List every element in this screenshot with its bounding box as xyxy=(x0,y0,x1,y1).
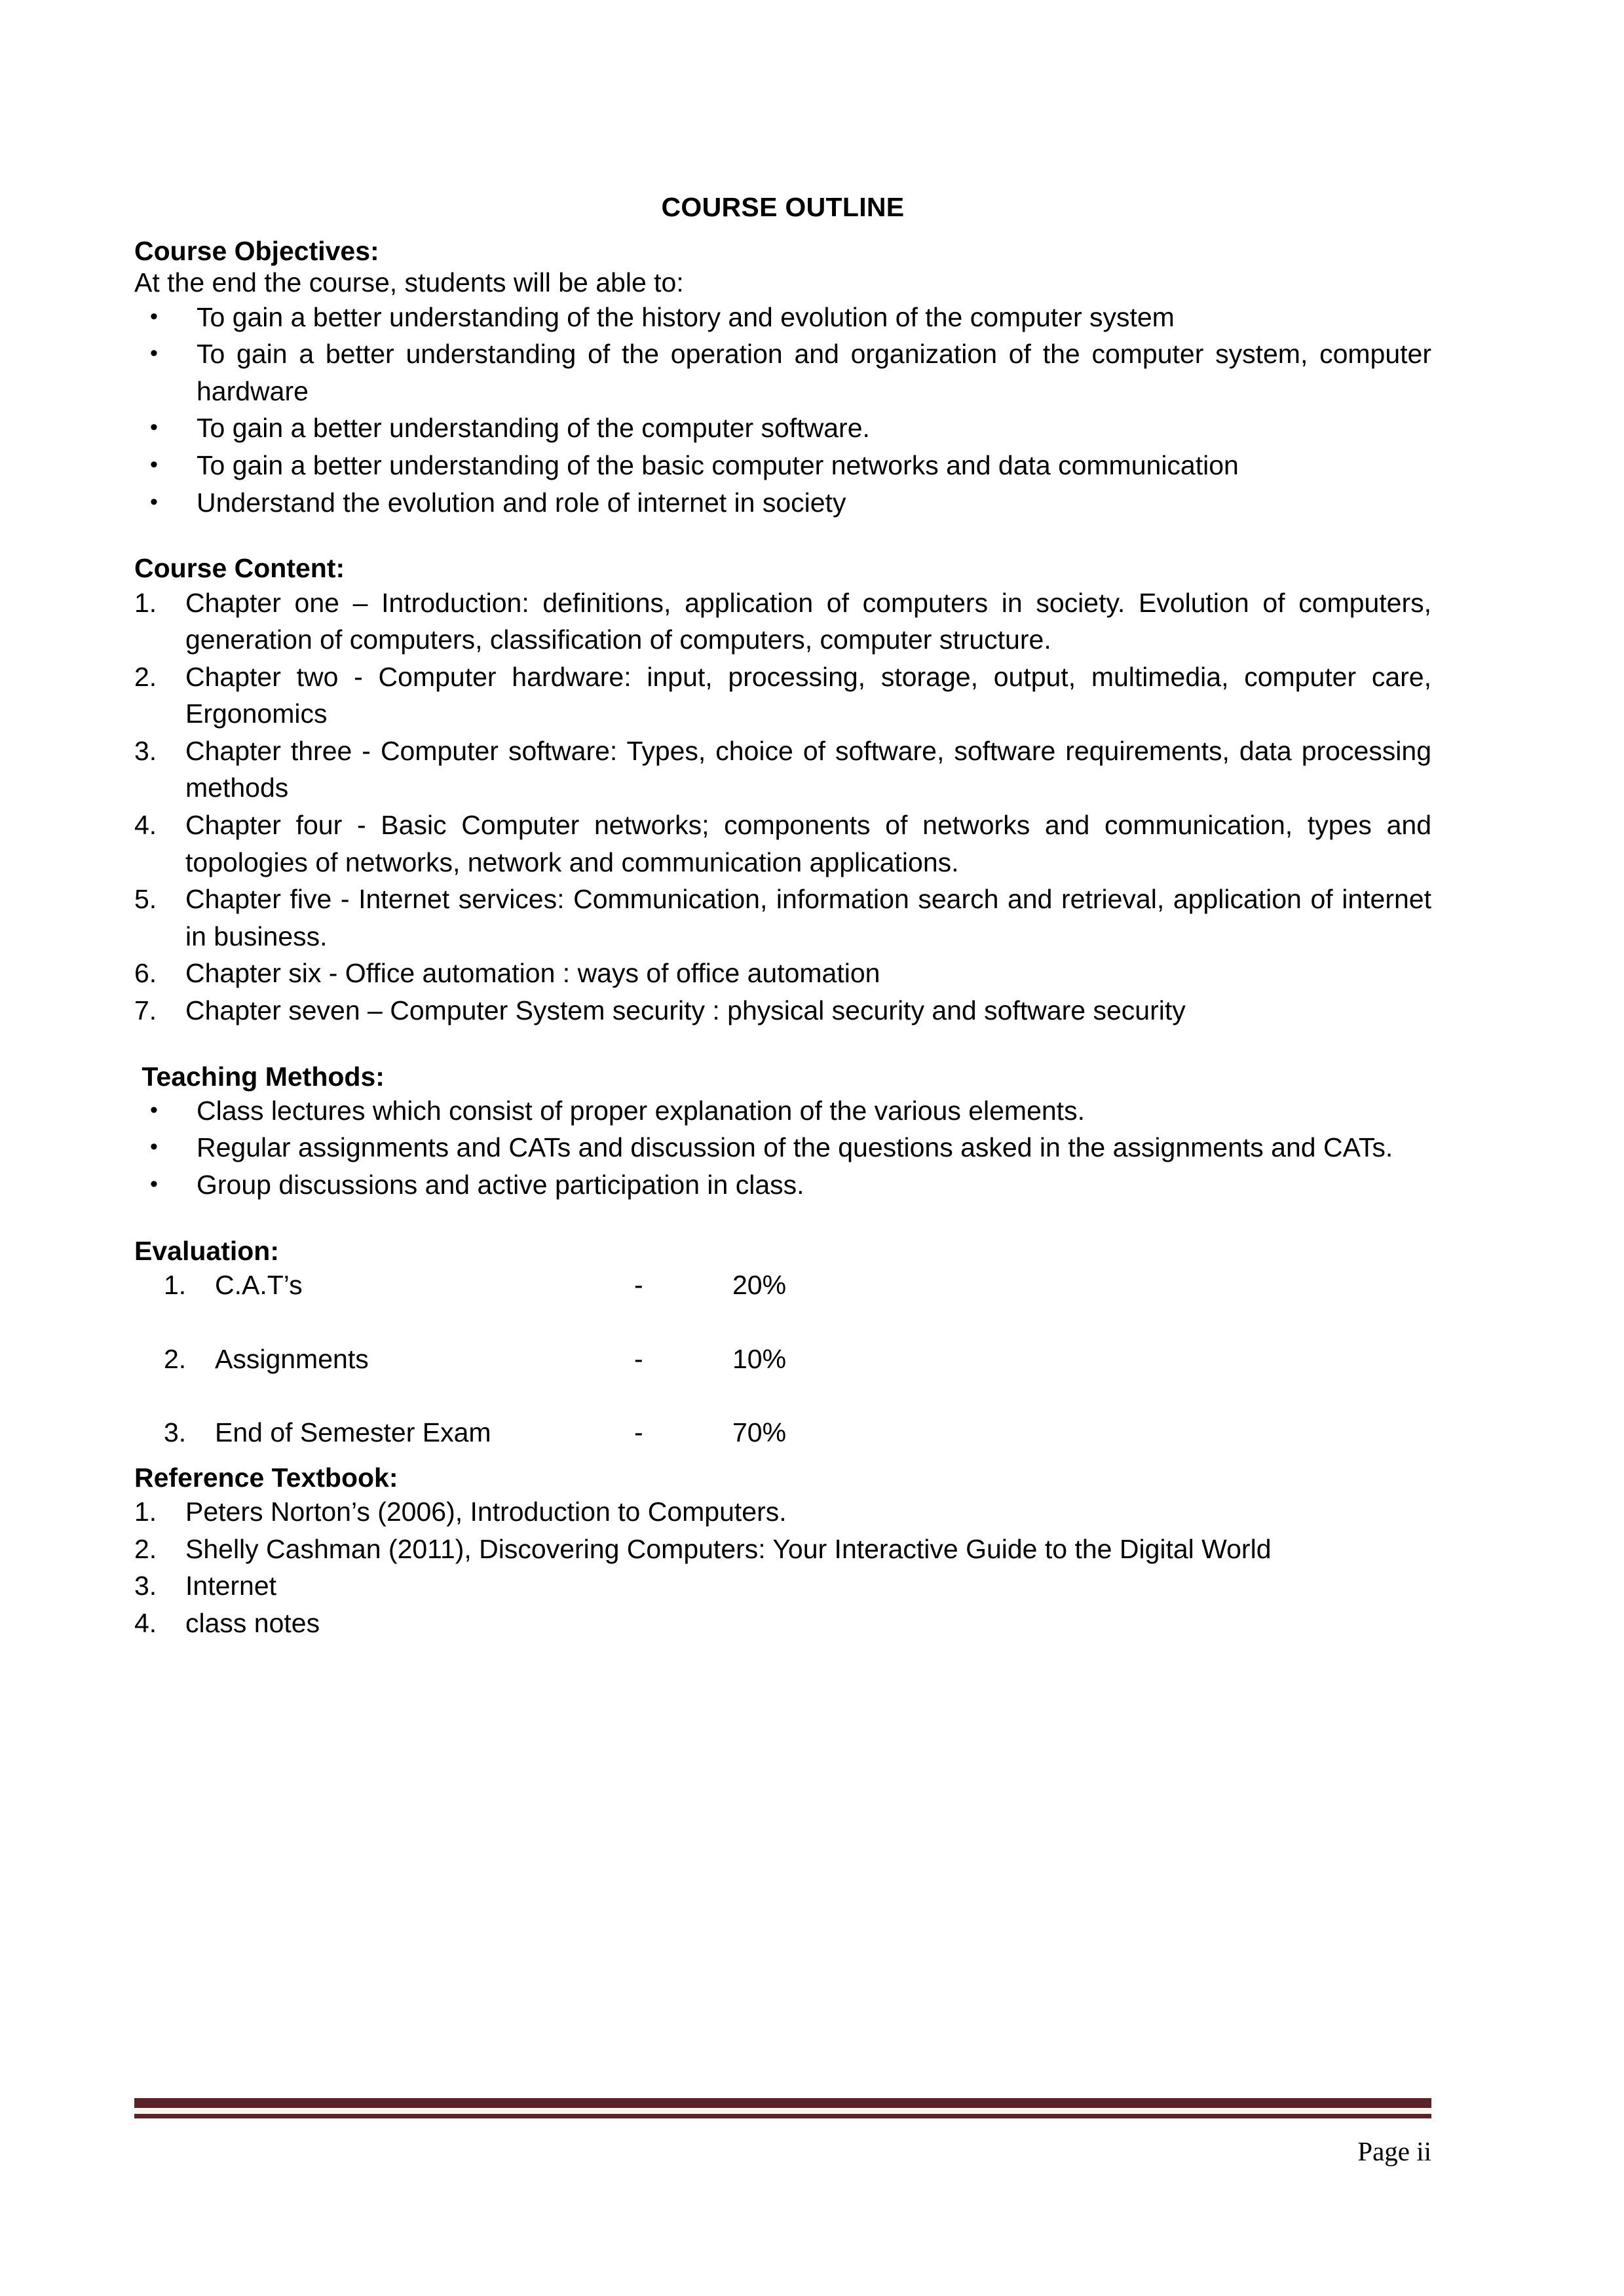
evaluation-row-separator: - xyxy=(634,1343,643,1374)
list-item-marker: 6. xyxy=(134,958,157,989)
section-spacer xyxy=(134,1029,1431,1061)
evaluation-row-value: 20% xyxy=(732,1270,787,1301)
bullet-icon: • xyxy=(150,489,158,514)
evaluation-row-marker: 2. xyxy=(164,1343,187,1374)
list-item-marker: 2. xyxy=(134,661,157,692)
list-item xyxy=(134,584,1431,659)
list-item-marker: 4. xyxy=(134,810,157,841)
list-item-text: To gain a better understanding of the history and evolution of the computer system xyxy=(197,301,1175,332)
course-objectives-intro: At the end the course, students will be able to: xyxy=(134,267,684,298)
list-item xyxy=(134,881,1431,955)
evaluation-row-value: 70% xyxy=(732,1417,787,1448)
list-item xyxy=(134,1092,1431,1130)
list-item-text: Chapter three - Computer software: Types, choice of software, software requirements, data processing methods xyxy=(185,735,1431,803)
table-row xyxy=(164,1341,786,1378)
evaluation-row-value: 10% xyxy=(732,1343,787,1374)
list-item-text: Chapter one – Introduction: definitions, application of computers in society. Evolution of computers, generation of computers, classification of computers, computer structure. xyxy=(185,587,1431,655)
course-content-heading: Course Content: xyxy=(134,553,345,584)
evaluation-row-marker: 1. xyxy=(164,1270,187,1301)
list-item-text: Shelly Cashman (2011), Discovering Computers: Your Interactive Guide to the Digital World xyxy=(185,1533,1272,1564)
list-item-text: Group discussions and active participation in class. xyxy=(197,1170,804,1200)
footer-rule-gap xyxy=(134,2108,1431,2114)
list-item xyxy=(134,1531,1431,1568)
evaluation-row-label: C.A.T’s xyxy=(215,1270,303,1301)
list-item xyxy=(134,1605,1431,1642)
evaluation-row-label: End of Semester Exam xyxy=(215,1417,491,1448)
list-item xyxy=(134,733,1431,807)
section-spacer xyxy=(134,1451,1431,1462)
page-footer xyxy=(134,2098,1431,2168)
table-row-spacer xyxy=(164,1377,786,1414)
teaching-methods-heading: Teaching Methods: xyxy=(134,1061,385,1092)
list-item-text: Chapter six - Office automation : ways of office automation xyxy=(185,958,880,989)
table-spacer-cell xyxy=(164,1304,786,1341)
bullet-icon: • xyxy=(150,1134,158,1160)
bullet-icon: • xyxy=(150,415,158,440)
teaching-methods-list xyxy=(134,1092,1431,1204)
list-item xyxy=(134,335,1431,410)
list-item xyxy=(134,955,1431,992)
table-row xyxy=(164,1414,786,1451)
list-item xyxy=(134,447,1431,484)
list-item-text: Class lectures which consist of proper explanation of the various elements. xyxy=(197,1095,1085,1126)
list-item-text: To gain a better understanding of the operation and organization of the computer system, computer hardware xyxy=(197,339,1431,406)
course-content-list xyxy=(134,584,1431,1029)
reference-textbook-heading: Reference Textbook: xyxy=(134,1462,398,1493)
evaluation-row-marker: 3. xyxy=(164,1417,187,1448)
table-row xyxy=(164,1267,786,1304)
list-item-marker: 7. xyxy=(134,995,157,1025)
list-item-text: To gain a better understanding of the basic computer networks and data communication xyxy=(197,450,1239,481)
reference-textbook-list xyxy=(134,1493,1431,1641)
list-item-text: Internet xyxy=(185,1571,277,1601)
list-item xyxy=(134,299,1431,336)
bullet-icon: • xyxy=(150,1097,158,1122)
bullet-icon: • xyxy=(150,1172,158,1197)
footer-rule-thin xyxy=(134,2114,1431,2118)
list-item-text: Chapter seven – Computer System security : physical security and software security xyxy=(185,995,1186,1025)
list-item xyxy=(134,992,1431,1029)
list-item-marker: 3. xyxy=(134,735,157,766)
footer-rule-thick xyxy=(134,2098,1431,2108)
list-item xyxy=(134,410,1431,447)
list-item-marker: 1. xyxy=(134,587,157,618)
list-item-marker: 5. xyxy=(134,884,157,915)
list-item xyxy=(134,1493,1431,1531)
table-spacer-cell xyxy=(164,1377,786,1414)
evaluation-row-separator: - xyxy=(634,1270,643,1301)
list-item-text: Peters Norton’s (2006), Introduction to Computers. xyxy=(185,1497,787,1527)
course-objectives-list xyxy=(134,299,1431,521)
list-item-text: Chapter four - Basic Computer networks; components of networks and communication, types and topologies of networks, network and communication applications. xyxy=(185,810,1431,877)
list-item xyxy=(134,484,1431,522)
list-item xyxy=(134,1567,1431,1605)
list-item-marker: 4. xyxy=(134,1607,157,1638)
document-body xyxy=(134,194,1431,1641)
page-number: Page ii xyxy=(1357,2136,1431,2166)
evaluation-heading: Evaluation: xyxy=(134,1235,279,1266)
evaluation-row-label: Assignments xyxy=(215,1343,369,1374)
list-item xyxy=(134,1129,1431,1166)
bullet-icon: • xyxy=(150,341,158,366)
evaluation-row-separator: - xyxy=(634,1417,643,1448)
list-item-marker: 2. xyxy=(134,1533,157,1564)
section-spacer xyxy=(134,1204,1431,1235)
table-row-spacer xyxy=(164,1304,786,1341)
bullet-icon: • xyxy=(150,303,158,329)
list-item-text: Understand the evolution and role of internet in society xyxy=(197,487,846,518)
list-item-text: Chapter two - Computer hardware: input, processing, storage, output, multimedia, computer care, Ergonomics xyxy=(185,661,1431,729)
course-objectives-heading: Course Objectives: xyxy=(134,236,379,266)
list-item xyxy=(134,807,1431,881)
list-item xyxy=(134,659,1431,733)
evaluation-table xyxy=(164,1267,786,1451)
section-spacer xyxy=(134,521,1431,552)
list-item-marker: 3. xyxy=(134,1571,157,1601)
list-item-marker: 1. xyxy=(134,1497,157,1527)
list-item-text: class notes xyxy=(185,1607,320,1638)
list-item-text: To gain a better understanding of the computer software. xyxy=(197,413,870,444)
bullet-icon: • xyxy=(150,452,158,478)
list-item-text: Chapter five - Internet services: Communication, information search and retrieval, application of internet in business. xyxy=(185,884,1431,951)
list-item xyxy=(134,1166,1431,1204)
list-item-text: Regular assignments and CATs and discussion of the questions asked in the assignments and CATs. xyxy=(197,1132,1393,1163)
page-title: COURSE OUTLINE xyxy=(661,192,905,222)
